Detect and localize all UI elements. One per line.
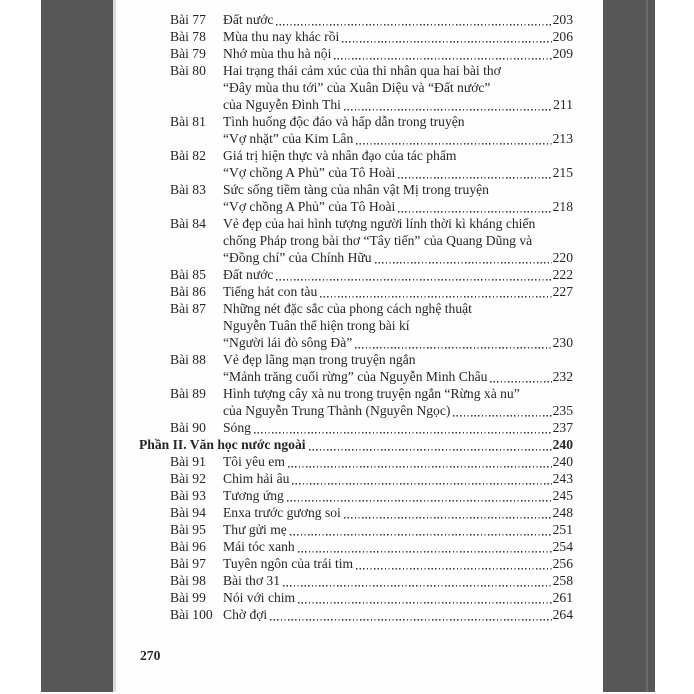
entry-title-block [223, 470, 573, 487]
lesson-number: Bài 99 [170, 590, 206, 605]
entry-title-block [223, 283, 573, 300]
toc-entry [116, 555, 573, 572]
title-line: Giá trị hiện thực và nhân đạo của tác phẩm [223, 148, 457, 163]
toc-entry [116, 181, 573, 215]
toc-entry [116, 215, 573, 266]
book-page [116, 0, 603, 694]
dotted-leader [276, 14, 551, 26]
entry-title-block [223, 300, 573, 351]
title-last-line [223, 266, 573, 283]
lesson-number: Bài 90 [170, 420, 206, 435]
title-line: Tiếng hát con tàu [223, 284, 318, 299]
title-line: của Nguyễn Trung Thành (Nguyên Ngọc) [223, 403, 451, 418]
lesson-number: Bài 80 [170, 63, 206, 78]
entry-title-block [223, 453, 573, 470]
title-line: Nói với chim [223, 590, 296, 605]
toc-entry [116, 470, 573, 487]
page-number: 220 [552, 250, 573, 265]
title-line: “Vợ chồng A Phủ” của Tô Hoài [223, 165, 396, 180]
entry-title-block [223, 419, 573, 436]
left-backdrop-bar [41, 0, 113, 692]
page-number: 211 [553, 97, 573, 112]
toc-entry [116, 45, 573, 62]
title-last-line [223, 589, 573, 606]
dotted-leader [375, 252, 552, 264]
page-number: 227 [552, 284, 573, 299]
dotted-leader [398, 167, 551, 179]
toc-entry [116, 62, 573, 113]
toc-entry [116, 419, 573, 436]
title-line: “Vợ nhặt” của Kim Lân [223, 131, 354, 146]
entry-title-block [223, 11, 573, 28]
title-line: Tuyên ngôn của trái tim [223, 556, 354, 571]
title-last-line [223, 198, 573, 215]
page-number: 254 [552, 539, 573, 554]
dotted-leader [344, 507, 552, 519]
title-line: Đất nước [223, 267, 274, 282]
lesson-number: Bài 82 [170, 148, 206, 163]
title-line: “Mảnh trăng cuối rừng” của Nguyễn Minh Châu [223, 369, 488, 384]
dotted-leader [356, 558, 551, 570]
toc-entry [116, 300, 573, 351]
entry-title-block [223, 555, 573, 572]
entry-title-block [223, 589, 573, 606]
title-last-line [223, 453, 573, 470]
page-number: 209 [552, 46, 573, 61]
dotted-leader [355, 337, 551, 349]
title-line: Những nét đặc sắc của phong cách nghệ thuật [223, 301, 472, 316]
title-line: Sức sống tiềm tàng của nhân vật Mị trong truyện [223, 182, 489, 197]
lesson-number: Bài 78 [170, 29, 206, 44]
toc-entry [116, 572, 573, 589]
page-number: 213 [552, 131, 573, 146]
title-last-line [223, 470, 573, 487]
dotted-leader [356, 133, 551, 145]
toc-entry [116, 283, 573, 300]
page-number: 264 [552, 607, 573, 622]
lesson-number: Bài 94 [170, 505, 206, 520]
title-line: Tình huống độc đáo và hấp dẫn trong truyện [223, 114, 465, 129]
toc-entry [116, 113, 573, 147]
title-line: Tương ứng [223, 488, 284, 503]
page-number: 218 [552, 199, 573, 214]
page-number: 240 [552, 454, 573, 469]
page-number: 230 [552, 335, 573, 350]
title-last-line [139, 436, 573, 453]
lesson-number: Bài 86 [170, 284, 206, 299]
page-number: 237 [552, 420, 573, 435]
dotted-leader [398, 201, 551, 213]
lesson-number: Bài 93 [170, 488, 206, 503]
dotted-leader [276, 269, 551, 281]
title-line: Vẻ đẹp lãng mạn trong truyện ngắn [223, 352, 416, 367]
page-number: 243 [552, 471, 573, 486]
title-line: Phần II. Văn học nước ngoài [139, 437, 306, 452]
title-last-line [223, 28, 573, 45]
entry-title-block [223, 504, 573, 521]
title-line: “Người lái đò sông Đà” [223, 335, 353, 350]
lesson-number: Bài 95 [170, 522, 206, 537]
toc-entry [116, 28, 573, 45]
lesson-number: Bài 100 [170, 607, 213, 622]
title-last-line [223, 504, 573, 521]
entry-title-block [223, 147, 573, 181]
lesson-number: Bài 77 [170, 12, 206, 27]
dotted-leader [344, 99, 552, 111]
toc-list [116, 11, 573, 623]
dotted-leader [288, 456, 552, 468]
lesson-number: Bài 87 [170, 301, 206, 316]
lesson-number: Bài 97 [170, 556, 206, 571]
title-last-line [223, 487, 573, 504]
title-line: Vẻ đẹp của hai hình tượng người lính thời kì kháng chiến [223, 216, 536, 231]
dotted-leader [309, 439, 552, 451]
title-line: Chờ đợi [223, 607, 268, 622]
toc-entry [116, 504, 573, 521]
dotted-leader [254, 422, 552, 434]
title-last-line [223, 96, 573, 113]
title-last-line [223, 538, 573, 555]
entry-title-block [223, 351, 573, 385]
title-line: Chim hải âu [223, 471, 290, 486]
dotted-leader [290, 524, 552, 536]
page-number: 258 [552, 573, 573, 588]
page-number: 251 [552, 522, 573, 537]
entry-title-block [223, 266, 573, 283]
entry-title-block [139, 436, 573, 453]
lesson-number: Bài 83 [170, 182, 206, 197]
lesson-number: Bài 85 [170, 267, 206, 282]
title-line: Hai trạng thái cảm xúc của thi nhân qua hai bài thơ [223, 63, 501, 78]
right-backdrop-crease [646, 0, 648, 692]
entry-title-block [223, 521, 573, 538]
title-line: Mùa thu nay khác rồi [223, 29, 340, 44]
title-line: Sóng [223, 420, 251, 435]
title-line: Hình tượng cây xà nu trong truyện ngắn “Rừng xà nu” [223, 386, 520, 401]
title-last-line [223, 555, 573, 572]
title-last-line [223, 606, 573, 623]
dotted-leader [298, 592, 551, 604]
dotted-leader [490, 371, 551, 383]
page-number: 245 [552, 488, 573, 503]
title-line: Enxa trước gương soi [223, 505, 341, 520]
lesson-number: Bài 89 [170, 386, 206, 401]
toc-entry [116, 538, 573, 555]
dotted-leader [342, 31, 551, 43]
dotted-leader [270, 609, 551, 621]
toc-entry [116, 266, 573, 283]
title-line: Mái tóc xanh [223, 539, 295, 554]
lesson-number: Bài 88 [170, 352, 206, 367]
toc-entry [116, 487, 573, 504]
title-line: Tôi yêu em [223, 454, 285, 469]
title-last-line [223, 249, 573, 266]
lesson-number: Bài 96 [170, 539, 206, 554]
toc-entry [116, 147, 573, 181]
page-number: 248 [552, 505, 573, 520]
title-line: Nhớ mùa thu hà nội [223, 46, 332, 61]
title-last-line [223, 402, 573, 419]
entry-title-block [223, 538, 573, 555]
toc-entry [116, 11, 573, 28]
title-line: “Đồng chí” của Chính Hữu [223, 250, 372, 265]
title-line: Bài thơ 31 [223, 573, 281, 588]
toc-entry [116, 606, 573, 623]
title-line: “Vợ chồng A Phủ” của Tô Hoài [223, 199, 396, 214]
dotted-leader [320, 286, 551, 298]
entry-title-block [223, 181, 573, 215]
page-number: 222 [552, 267, 573, 282]
entry-title-block [223, 572, 573, 589]
toc-entry [116, 351, 573, 385]
lesson-number: Bài 79 [170, 46, 206, 61]
entry-title-block [223, 606, 573, 623]
lesson-number: Bài 91 [170, 454, 206, 469]
toc-section-header [116, 436, 573, 453]
dotted-leader [292, 473, 551, 485]
title-last-line [223, 334, 573, 351]
title-last-line [223, 419, 573, 436]
title-last-line [223, 521, 573, 538]
title-line: của Nguyễn Đình Thi [223, 97, 341, 112]
lesson-number: Bài 92 [170, 471, 206, 486]
lesson-number: Bài 84 [170, 216, 206, 231]
entry-title-block [223, 62, 573, 113]
entry-title-block [223, 113, 573, 147]
title-line: Đất nước [223, 12, 274, 27]
entry-title-block [223, 45, 573, 62]
entry-title-block [223, 28, 573, 45]
title-last-line [223, 11, 573, 28]
lesson-number: Bài 81 [170, 114, 206, 129]
toc-entry [116, 521, 573, 538]
title-line: Thư gửi mẹ [223, 522, 287, 537]
toc-entry [116, 589, 573, 606]
page-number: 235 [552, 403, 573, 418]
title-last-line [223, 572, 573, 589]
dotted-leader [334, 48, 551, 60]
title-last-line [223, 283, 573, 300]
page-number: 203 [552, 12, 573, 27]
entry-title-block [223, 487, 573, 504]
lesson-number: Bài 98 [170, 573, 206, 588]
entry-title-block [223, 385, 573, 419]
title-last-line [223, 164, 573, 181]
title-line: chống Pháp trong bài thơ “Tây tiến” của Quang Dũng và [223, 233, 533, 248]
toc-entry [116, 453, 573, 470]
entry-title-block [223, 215, 573, 266]
dotted-leader [453, 405, 551, 417]
page-number: 256 [552, 556, 573, 571]
title-last-line [223, 45, 573, 62]
dotted-leader [287, 490, 552, 502]
page-number: 206 [552, 29, 573, 44]
page-number: 232 [552, 369, 573, 384]
title-last-line [223, 130, 573, 147]
page-number: 261 [552, 590, 573, 605]
title-last-line [223, 368, 573, 385]
toc-entry [116, 385, 573, 419]
title-line: Nguyễn Tuân thể hiện trong bài kí [223, 318, 410, 333]
title-line: “Đây mùa thu tới” của Xuân Diệu và “Đất nước” [223, 80, 491, 95]
dotted-leader [283, 575, 552, 587]
footer-page-number: 270 [140, 648, 161, 663]
page-number: 240 [552, 437, 573, 452]
dotted-leader [298, 541, 552, 553]
page-number: 215 [552, 165, 573, 180]
